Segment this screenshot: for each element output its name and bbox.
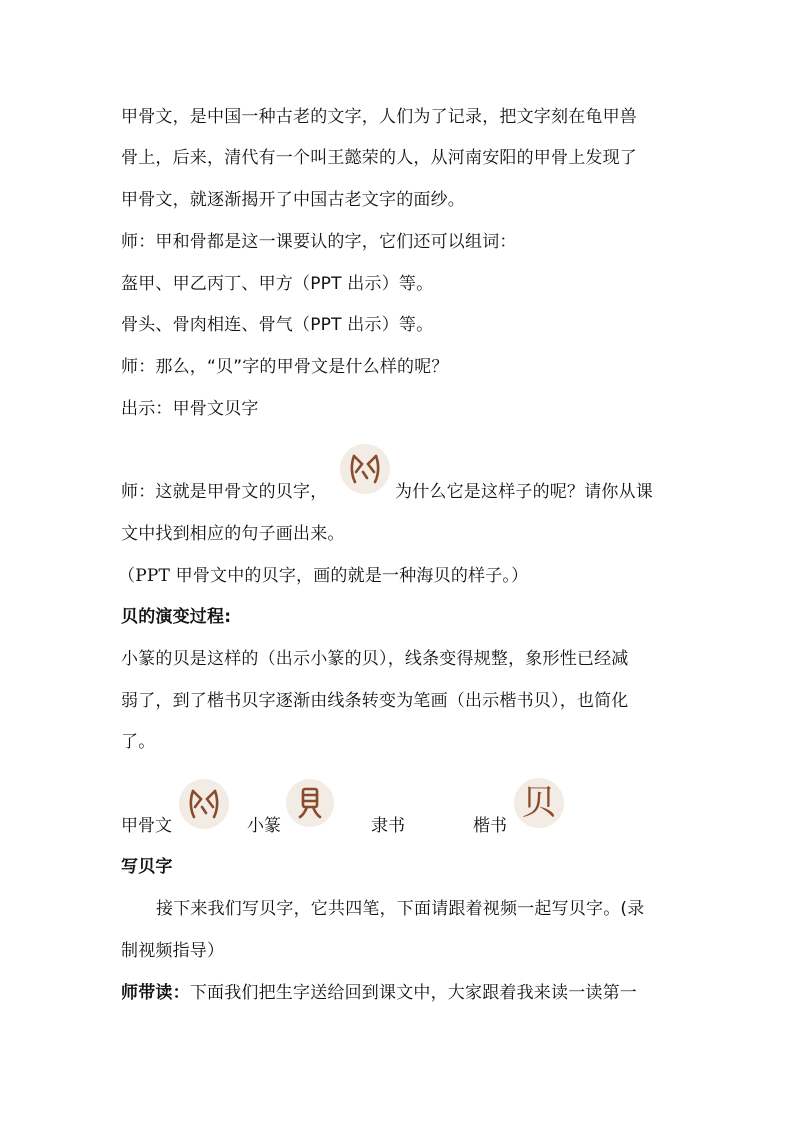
oracle-bei-image-2 <box>179 779 229 829</box>
seal-bei-image <box>286 779 334 827</box>
teacher-line-3c: 文中找到相应的句子画出来。 <box>121 524 345 544</box>
teacher-line-3a: 师：这就是甲骨文的贝字， <box>121 482 328 502</box>
evolution-line-1: 小篆的贝是这样的（出示小篆的贝），线条变得规整，象形性已经减 <box>121 649 629 669</box>
label-oracle: 甲骨文 <box>121 816 172 836</box>
intro-line-1: 甲骨文，是中国一种古老的文字，人们为了记录，把文字刻在龟甲兽 <box>121 107 637 127</box>
write-line-2: 制视频指导） <box>121 941 225 961</box>
label-regular: 楷书 <box>473 816 507 836</box>
oracle-bei-icon-2 <box>187 787 221 821</box>
oracle-bei-image <box>340 444 390 494</box>
evolution-line-2: 弱了，到了楷书贝字逐渐由线条转变为笔画（出示楷书贝），也简化 <box>121 691 629 711</box>
label-clerical: 隶书 <box>371 816 405 836</box>
words-jia: 盔甲、甲乙丙丁、甲方（PPT 出示）等。 <box>121 274 434 294</box>
read-label: 师带读： <box>121 983 190 1003</box>
write-heading: 写贝字 <box>121 857 173 877</box>
label-seal: 小篆 <box>247 816 281 836</box>
intro-line-3: 甲骨文，就逐渐揭开了中国古老文字的面纱。 <box>121 190 465 210</box>
regular-bei-glyph: 贝 <box>522 783 556 823</box>
read-line <box>121 981 681 1005</box>
show-line: 出示：甲骨文贝字 <box>121 399 259 419</box>
teacher-line-2: 师：那么，“贝”字的甲骨文是什么样的呢？ <box>121 357 449 377</box>
oracle-bei-icon <box>348 452 382 486</box>
write-line-1: 接下来我们写贝字，它共四笔，下面请跟着视频一起写贝字。(录 <box>156 899 645 919</box>
evolution-line-3: 了。 <box>121 732 156 752</box>
teacher-line-3b: 为什么它是这样子的呢？请你从课 <box>395 482 653 502</box>
evolution-heading: 贝的演变过程: <box>121 607 232 627</box>
seal-bei-icon <box>295 786 325 820</box>
read-text: 下面我们把生字送给回到课文中，大家跟着我来读一读第一 <box>189 983 638 1003</box>
regular-bei-image <box>514 778 564 828</box>
teacher-line-1: 师：甲和骨都是这一课要认的字，它们还可以组词： <box>121 232 517 252</box>
intro-line-2: 骨上，后来，清代有一个叫王懿荣的人，从河南安阳的甲骨上发现了 <box>121 148 637 168</box>
words-gu: 骨头、骨肉相连、骨气（PPT 出示）等。 <box>121 315 434 335</box>
ppt-quote: （PPT 甲骨文中的贝字，画的就是一种海贝的样子。） <box>118 566 529 586</box>
